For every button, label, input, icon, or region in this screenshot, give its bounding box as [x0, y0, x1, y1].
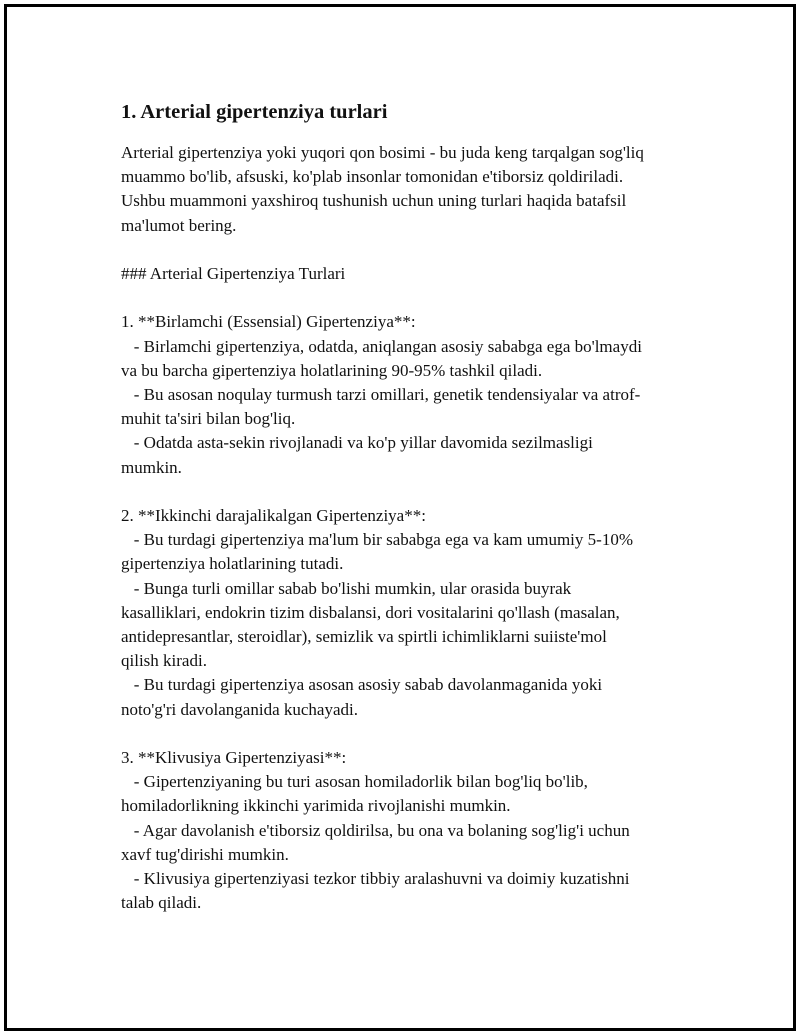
text-line: - Klivusiya gipertenziyasi tezkor tibbiy aralashuvni va doimiy kuzatishni	[121, 869, 630, 889]
text-line	[121, 238, 711, 262]
text-line: 1. **Birlamchi (Essensial) Gipertenziya**:	[121, 312, 416, 332]
text-line: - Odatda asta-sekin rivojlanadi va ko'p yillar davomida sezilmasligi	[121, 433, 593, 453]
text-line: talab qiladi.	[121, 893, 202, 913]
page-frame	[4, 4, 796, 1031]
text-line: noto'g'ri davolanganida kuchayadi.	[121, 699, 358, 719]
text-line: ma'lumot bering.	[121, 215, 237, 235]
document-body	[121, 141, 711, 916]
text-line	[121, 722, 711, 746]
text-line: va bu barcha gipertenziya holatlarining 90-95% tashkil qiladi.	[121, 360, 543, 380]
text-line: antidepresantlar, steroidlar), semizlik va spirtli ichimliklarni suiiste'mol	[121, 627, 607, 647]
text-line	[121, 286, 711, 310]
text-line: - Agar davolanish e'tiborsiz qoldirilsa, bu ona va bolaning sog'lig'i uchun	[121, 820, 630, 840]
text-line: xavf tug'dirishi mumkin.	[121, 844, 289, 864]
text-line: - Bu turdagi gipertenziya ma'lum bir sababga ega va kam umumiy 5-10%	[121, 530, 633, 550]
text-line: kasalliklari, endokrin tizim disbalansi, dori vositalarini qo'llash (masalan,	[121, 602, 620, 622]
text-line: Ushbu muammoni yaxshiroq tushunish uchun uning turlari haqida batafsil	[121, 191, 627, 211]
text-line: - Gipertenziyaning bu turi asosan homiladorlik bilan bog'liq bo'lib,	[121, 772, 588, 792]
text-line: 3. **Klivusiya Gipertenziyasi**:	[121, 748, 347, 768]
text-line: ### Arterial Gipertenziya Turlari	[121, 264, 346, 284]
text-line: qilish kiradi.	[121, 651, 207, 671]
text-line: - Birlamchi gipertenziya, odatda, aniqlangan asosiy sababga ega bo'lmaydi	[121, 336, 642, 356]
text-line: gipertenziya holatlarining tutadi.	[121, 554, 344, 574]
text-line: - Bu turdagi gipertenziya asosan asosiy sabab davolanmaganida yoki	[121, 675, 603, 695]
text-line: Arterial gipertenziya yoki yuqori qon bosimi - bu juda keng tarqalgan sog'liq	[121, 143, 644, 162]
text-line: - Bu asosan noqulay turmush tarzi omillari, genetik tendensiyalar va atrof-	[121, 385, 641, 405]
text-line: mumkin.	[121, 457, 182, 477]
text-line: - Bunga turli omillar sabab bo'lishi mumkin, ular orasida buyrak	[121, 578, 572, 598]
document-content	[121, 97, 711, 916]
text-line	[121, 480, 711, 504]
text-line: homiladorlikning ikkinchi yarimida rivojlanishi mumkin.	[121, 796, 511, 816]
page-title: 1. Arterial gipertenziya turlari	[121, 101, 388, 123]
text-line: muammo bo'lib, afsuski, ko'plab insonlar tomonidan e'tiborsiz qoldiriladi.	[121, 167, 624, 187]
text-line: 2. **Ikkinchi darajalikalgan Gipertenziya**:	[121, 506, 426, 526]
text-line: muhit ta'siri bilan bog'liq.	[121, 409, 296, 429]
